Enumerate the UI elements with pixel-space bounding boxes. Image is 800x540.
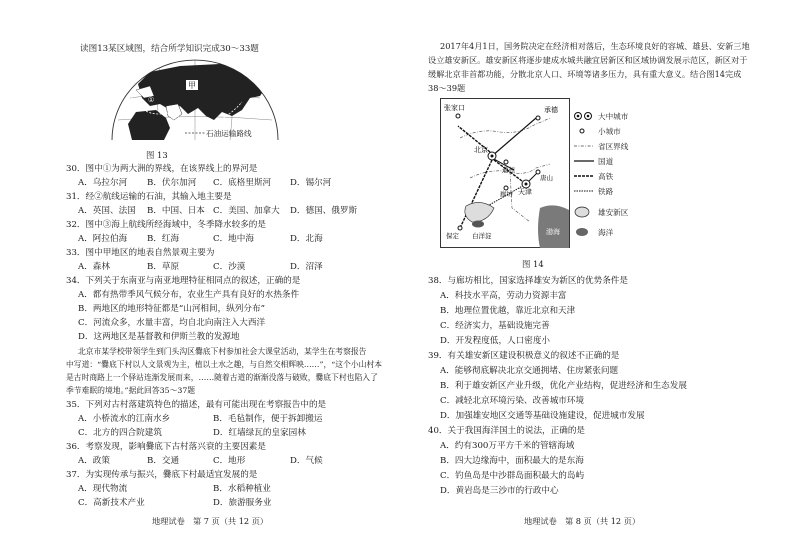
passage-line: 北京市某学校带领学生到门头沟区爨底下村参加社会大课堂活动，某学生在考察报告 [78, 347, 367, 356]
option: B．伏尔加河 [147, 178, 197, 188]
city-label: 北京 [474, 146, 488, 154]
legend-label: 大中城市 [598, 112, 629, 121]
fig14-legend-symbols [572, 110, 596, 240]
right-page [400, 0, 800, 540]
question-37: 37．为实现传承与振兴，爨底下村最适宜发展的是 [66, 470, 258, 480]
page-footer-7: 地理试卷 第 7 页（共 12 页） [152, 516, 269, 526]
option: A．政策 [78, 456, 110, 466]
fig14-caption: 图 14 [522, 259, 544, 269]
legend-label: 高铁 [598, 172, 614, 181]
option: C．底格里斯河 [213, 178, 272, 188]
city-label: 白洋淀 [472, 232, 492, 240]
option: C．河流众多，水量丰富，均自北向南注入大西洋 [78, 318, 266, 328]
option: B．草原 [147, 262, 180, 272]
option: A．小桥流水的江南水乡 [78, 414, 171, 424]
option: B．地理位置优越，靠近北京和天津 [440, 306, 576, 316]
option: D．锡尔河 [290, 178, 332, 188]
intro-line: 38～39题 [428, 83, 466, 93]
city-label: 通州 [502, 166, 515, 174]
option: D．这两地区是基督教和伊斯兰教的发源地 [78, 332, 240, 342]
passage-line: 中写道：“爨底下村以人文景观为主，植以土水之趣，与自然交相辉映……”，“这个小山村本 [66, 360, 383, 369]
intro-line: 设立雄安新区。雄安新区将逐步建成水城共融宜居新区和区域协调发展示范区，新区对于 [428, 55, 748, 65]
option: A．英国、法国 [78, 206, 136, 216]
option: B．两地区的地形特征都是“山河相间，纵列分布” [78, 304, 265, 314]
city-label: 廊坊 [500, 190, 513, 198]
option: A．都有热带季风气候分布，农业生产具有良好的水热条件 [78, 290, 300, 300]
option: D．加强雄安地区交通等基础设施建设，促进城市发展 [440, 411, 645, 421]
city-label: 保定 [446, 232, 459, 240]
oil-route-legend-line [185, 130, 205, 136]
passage-line: 季节难眠的境地。”据此回答35～37题 [66, 386, 196, 395]
option: A．科技水平高，劳动力资源丰富 [440, 291, 567, 301]
option: A．能够彻底解决北京交通拥堵、住房紧张问题 [440, 366, 619, 376]
intro-line: 2017年4月1日，国务院决定在经济相对落后，生态环境良好的容城、雄县、安新三地 [440, 41, 750, 51]
section-intro-30-33: 读图13某区域图，结合所学知识完成30～33题 [80, 44, 259, 54]
fig13-legend-label: 石油运输路线 [206, 129, 252, 138]
option: C．美国、加拿大 [213, 206, 280, 216]
legend-label: 铁路 [598, 187, 614, 196]
city-label: 唐山 [540, 174, 553, 182]
option: D．气候 [290, 456, 323, 466]
sea-label: 渤海 [546, 228, 560, 236]
option: C．地形 [213, 456, 246, 466]
legend-label: 国道 [598, 157, 614, 166]
option: D．德国、俄罗斯 [290, 206, 358, 216]
question-40: 40．关于我国海洋国土的说法，正确的是 [428, 426, 586, 436]
option: A．阿拉伯海 [78, 234, 128, 244]
question-30: 30．图中①为两大洲的界线，在该界线上的界河是 [66, 164, 258, 174]
option: A．森林 [78, 262, 110, 272]
city-label: 天津 [518, 188, 532, 196]
intro-line: 缓解北京非首都功能，分散北京人口、环境等诸多压力，具有重大意义。结合图14完成 [428, 69, 742, 79]
option: B．四大边缘海中，面积最大的是东海 [440, 456, 584, 466]
legend-label: 雄安新区 [598, 208, 629, 217]
option: C．高新技术产业 [78, 498, 145, 508]
question-39: 39．有关雄安新区建设积极意义的叙述不正确的是 [428, 351, 620, 361]
question-36: 36．考察发现，影响爨底下古村落兴衰的主要因素是 [66, 442, 266, 452]
question-35: 35．下列对古村落建筑特色的描述，最有可能出现在考察报告中的是 [66, 400, 327, 410]
city-label: 张家口 [444, 104, 465, 112]
option: C．北方的四合院建筑 [78, 428, 162, 438]
city-label: 承德 [544, 106, 558, 114]
figure-13-map [110, 58, 280, 140]
option: D．黄岩岛是三沙市的行政中心 [440, 486, 559, 496]
option: D．开发程度低，人口密度小 [440, 336, 551, 346]
figure-14-map [440, 98, 570, 248]
label-jia: 甲 [188, 81, 196, 90]
legend-label: 省区界线 [598, 142, 629, 151]
option: A．乌拉尔河 [78, 178, 128, 188]
option: D．红墙绿瓦的皇家园林 [213, 428, 306, 438]
question-32: 32．图中③海上航线所经海域中，冬季降水较多的是 [66, 220, 266, 230]
option: B．中国、日本 [147, 206, 205, 216]
option: C．钓鱼岛是中沙群岛面积最大的岛屿 [440, 471, 585, 481]
fig13-caption: 图 13 [146, 150, 168, 160]
option: B．利于雄安新区产业升级，优化产业结构，促进经济和生态发展 [440, 381, 687, 391]
option: D．沼泽 [290, 262, 323, 272]
option: D．北海 [290, 234, 323, 244]
legend-label: 小城市 [598, 127, 621, 136]
question-33: 33．图中甲地区的地表自然景观主要为 [66, 248, 215, 258]
passage-line: 是古时商路上一个驿站连渐发展而来，……随着古道的渐渐没落与破败，爨底下村也陷入了 [66, 373, 378, 382]
option: A．现代物流 [78, 484, 128, 494]
question-34: 34．下列关于东南亚与南亚地理特征相同点的叙述，正确的是 [66, 276, 301, 286]
label-1: ① [148, 96, 155, 104]
option: B．毛毡制作，便于拆卸搬运 [213, 414, 323, 424]
option: C．经济实力，基础设施完善 [440, 321, 550, 331]
question-38: 38．与廊坊相比，国家选择雄安为新区的优势条件是 [428, 276, 628, 286]
option: D．旅游服务业 [213, 498, 272, 508]
option: B．红海 [147, 234, 180, 244]
option: A．约有300万平方千米的管辖海域 [440, 441, 575, 451]
option: B．水稻种植业 [213, 484, 271, 494]
page-footer-8: 地理试卷 第 8 页（共 12 页） [524, 516, 641, 526]
question-31: 31．经②航线运输的石油，其输入地主要是 [66, 192, 232, 202]
option: C．地中海 [213, 234, 254, 244]
legend-label: 海洋 [598, 228, 614, 237]
label-2: ② [170, 116, 177, 124]
option: B．交通 [147, 456, 180, 466]
option: C．沙漠 [213, 262, 246, 272]
option: C．减轻北京环境污染、改善城市环境 [440, 396, 585, 406]
